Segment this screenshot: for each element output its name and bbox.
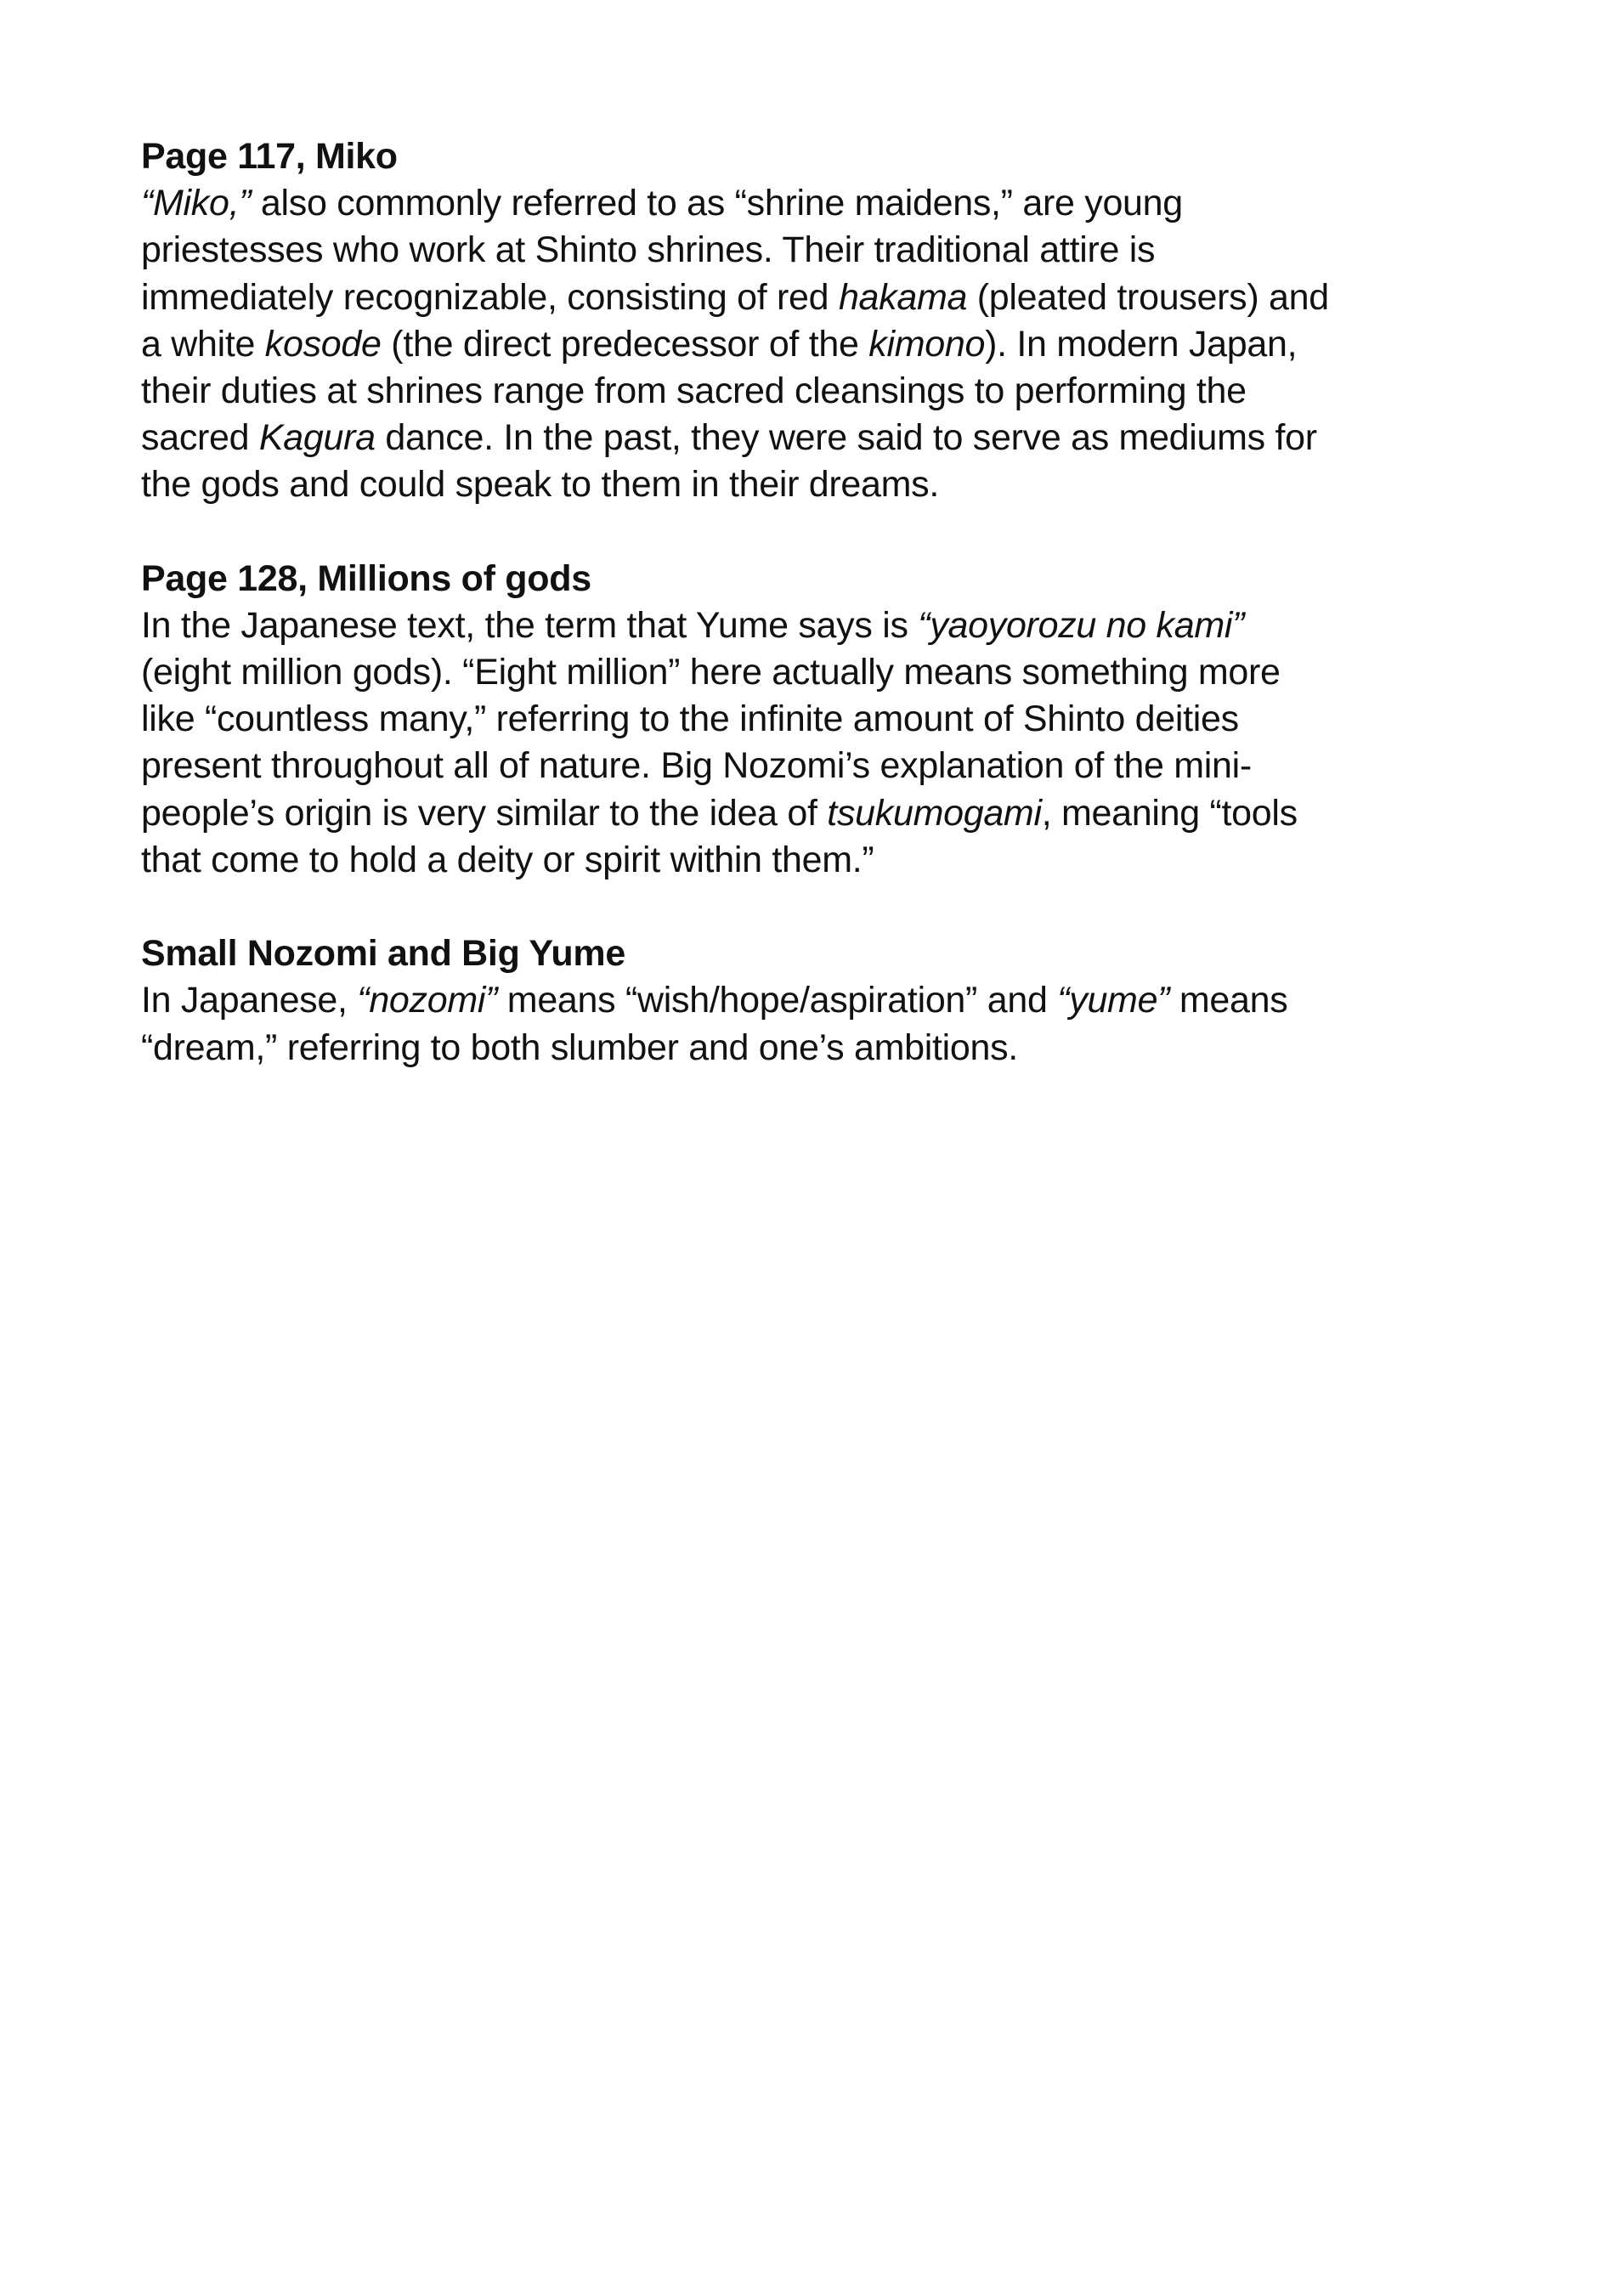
italic-term: tsukumogami	[827, 792, 1042, 834]
body-text: , meaning “tools	[1041, 792, 1298, 834]
section-heading: Small Nozomi and Big Yume	[141, 933, 625, 975]
body-text: the gods and could speak to them in their dreams.	[141, 464, 940, 506]
body-text: In the Japanese text, the term that Yume says is	[141, 604, 919, 646]
body-text: that come to hold a deity or spirit within them.”	[141, 839, 874, 880]
section-spacer	[141, 509, 1543, 556]
body-text: people’s origin is very similar to the idea of	[141, 792, 828, 834]
body-line	[141, 368, 1543, 415]
body-text: their duties at shrines range from sacred cleansings to performing the	[141, 370, 1247, 411]
body-line	[141, 227, 1543, 274]
section-heading: Page 117, Miko	[141, 136, 398, 177]
italic-term: “yume”	[1057, 980, 1170, 1021]
body-line	[141, 415, 1543, 461]
body-text: (eight million gods). “Eight million” here actually means something more	[141, 652, 1281, 693]
body-text: immediately recognizable, consisting of red	[141, 276, 839, 318]
body-line	[141, 790, 1543, 837]
body-line	[141, 321, 1543, 368]
body-line	[141, 696, 1543, 743]
body-text: (pleated trousers) and	[967, 276, 1329, 318]
notes-document	[141, 133, 1543, 1072]
body-line	[141, 977, 1543, 1024]
body-text: means	[1169, 980, 1288, 1021]
body-line	[141, 837, 1543, 884]
italic-term: kimono	[868, 323, 986, 365]
body-text: ). In modern Japan,	[985, 323, 1298, 365]
body-line	[141, 180, 1543, 227]
body-line	[141, 649, 1543, 696]
body-text: a white	[141, 323, 265, 365]
body-line	[141, 602, 1543, 649]
italic-term: “Miko,”	[141, 183, 252, 224]
body-text: present throughout all of nature. Big Nozomi’s explanation of the mini-	[141, 745, 1252, 787]
body-text: also commonly referred to as “shrine maidens,” are young	[251, 183, 1183, 224]
body-line	[141, 1025, 1543, 1072]
italic-term: “nozomi”	[357, 980, 498, 1021]
italic-term: Kagura	[258, 417, 376, 459]
body-text: In Japanese,	[141, 980, 358, 1021]
body-text: priestesses who work at Shinto shrines. Their traditional attire is	[141, 229, 1156, 271]
body-line	[141, 743, 1543, 789]
italic-term: kosode	[264, 323, 382, 365]
note-section	[141, 884, 1543, 1072]
body-line	[141, 274, 1543, 321]
body-text: sacred	[141, 417, 259, 459]
section-heading: Page 128, Millions of gods	[141, 557, 591, 599]
note-section	[141, 133, 1543, 509]
body-line	[141, 461, 1543, 508]
note-section	[141, 509, 1543, 885]
body-text: like “countless many,” referring to the infinite amount of Shinto deities	[141, 698, 1239, 740]
italic-term: “yaoyorozu no kami”	[918, 604, 1245, 646]
body-text: (the direct predecessor of the	[381, 323, 869, 365]
body-text: dance. In the past, they were said to serve as mediums for	[375, 417, 1317, 459]
italic-term: hakama	[838, 276, 968, 318]
body-text: “dream,” referring to both slumber and one’s ambitions.	[141, 1026, 1018, 1068]
body-text: means “wish/hope/aspiration” and	[497, 980, 1058, 1021]
section-spacer	[141, 884, 1543, 930]
